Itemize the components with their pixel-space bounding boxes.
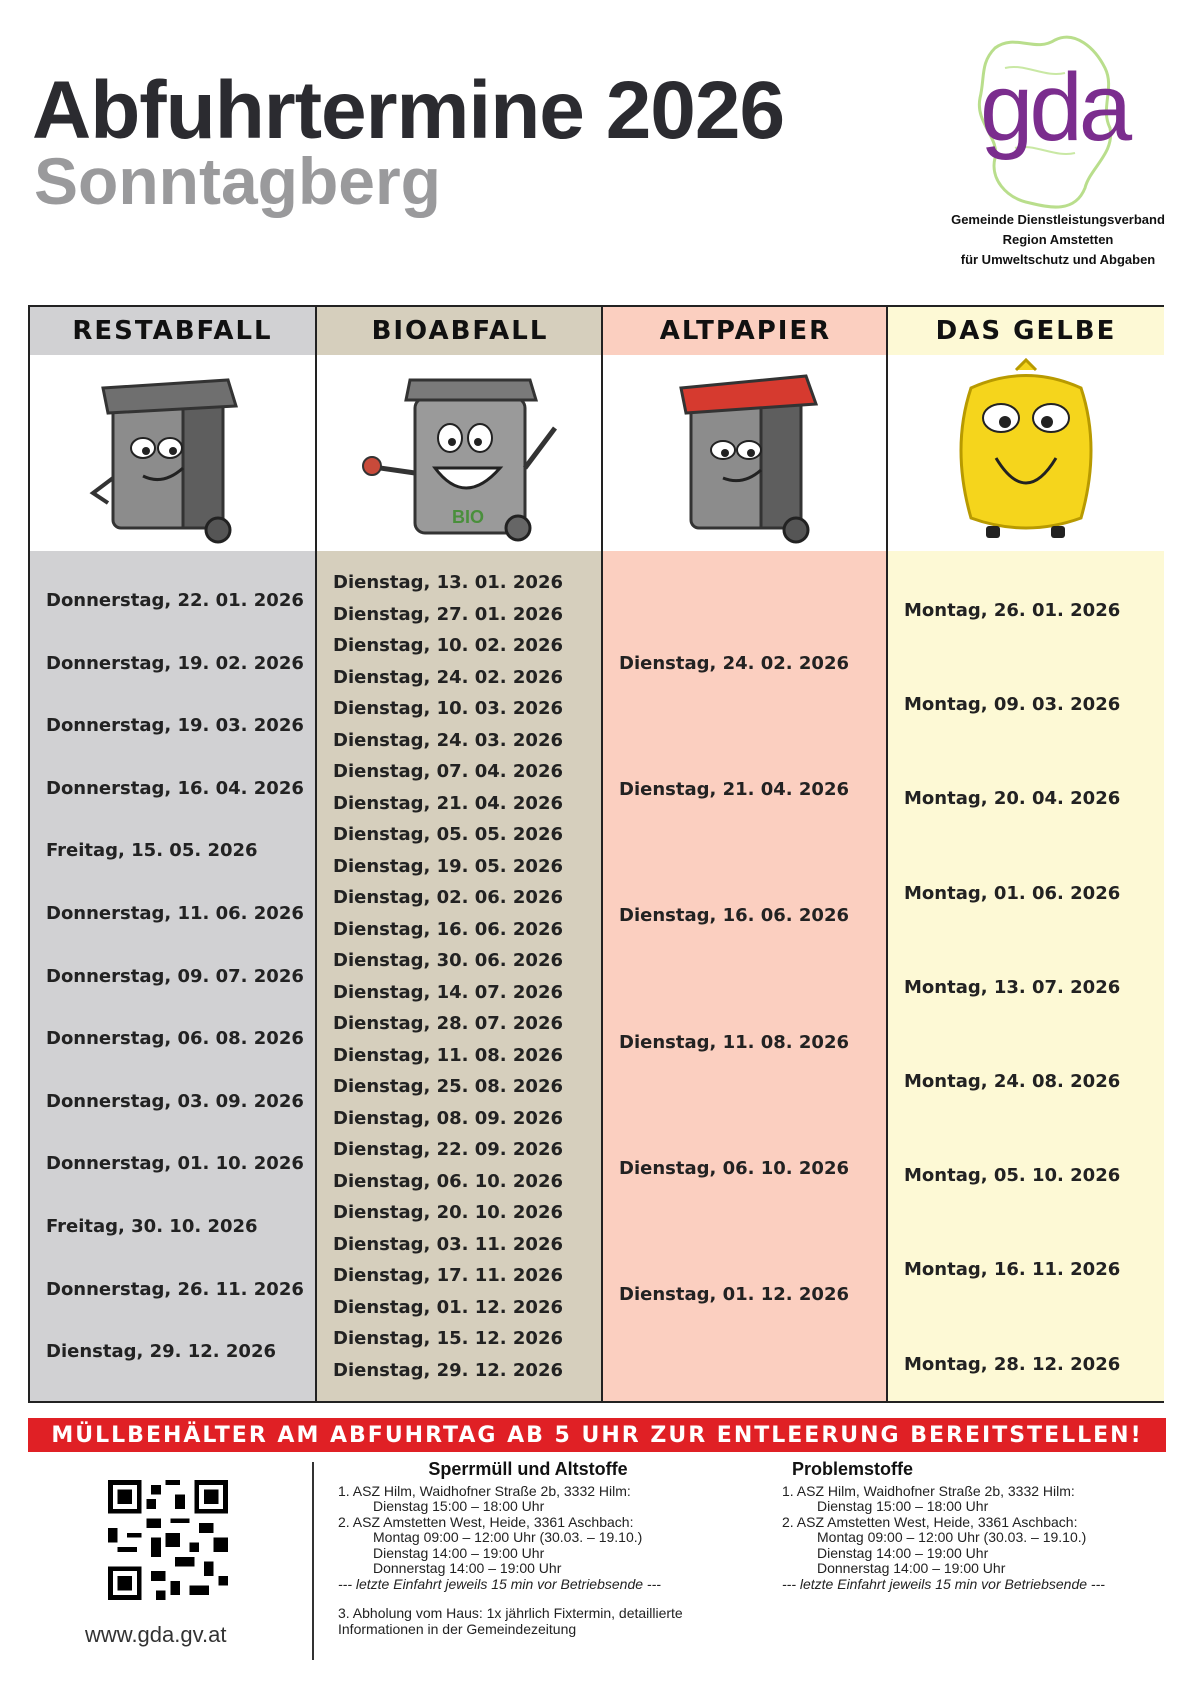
sperrmuell-note: --- letzte Einfahrt jeweils 15 min vor Betriebsende --- bbox=[338, 1575, 661, 1592]
red-lid-bin-icon bbox=[651, 358, 841, 548]
altpapier-column bbox=[601, 307, 888, 1401]
date-entry: Dienstag, 21. 04. 2026 bbox=[619, 779, 849, 801]
date-entry: Dienstag, 14. 07. 2026 bbox=[333, 981, 563, 1003]
date-entry: Montag, 16. 11. 2026 bbox=[904, 1259, 1121, 1281]
date-entry: Dienstag, 16. 06. 2026 bbox=[619, 905, 849, 927]
logo-caption-line-3: für Umweltschutz und Abgaben bbox=[960, 252, 1156, 267]
date-entry: Dienstag, 21. 04. 2026 bbox=[333, 792, 563, 814]
problemstoffe-item-2: 2. ASZ Amstetten West, Heide, 3361 Aschbach: bbox=[782, 1513, 1078, 1530]
date-entry: Donnerstag, 03. 09. 2026 bbox=[46, 1090, 304, 1112]
date-entry: Donnerstag, 22. 01. 2026 bbox=[46, 590, 304, 611]
date-entry: Dienstag, 06. 10. 2026 bbox=[333, 1170, 563, 1192]
date-entry: Dienstag, 25. 08. 2026 bbox=[333, 1076, 563, 1097]
qr-code-icon[interactable] bbox=[108, 1480, 228, 1600]
date-entry: Donnerstag, 19. 02. 2026 bbox=[46, 652, 304, 674]
yellow-bag-icon bbox=[931, 358, 1121, 548]
page-subtitle: Sonntagberg bbox=[34, 144, 441, 218]
date-entry: Dienstag, 06. 10. 2026 bbox=[619, 1157, 849, 1179]
restabfall-dates bbox=[30, 551, 315, 1401]
svg-text:BIO: BIO bbox=[452, 507, 485, 527]
logo-caption-line-1: Gemeinde Dienstleistungsverband bbox=[951, 212, 1165, 227]
date-entry: Montag, 28. 12. 2026 bbox=[904, 1353, 1121, 1375]
altpapier-header: ALTPAPIER bbox=[603, 307, 888, 355]
date-entry: Dienstag, 11. 08. 2026 bbox=[333, 1044, 563, 1066]
date-entry: Donnerstag, 11. 06. 2026 bbox=[46, 903, 304, 924]
date-entry: Dienstag, 11. 08. 2026 bbox=[619, 1031, 849, 1053]
grey-bin-icon bbox=[78, 358, 268, 548]
bioabfall-dates bbox=[317, 551, 603, 1401]
date-entry: Dienstag, 30. 06. 2026 bbox=[333, 950, 563, 971]
footer-divider bbox=[312, 1462, 314, 1660]
date-entry: Dienstag, 01. 12. 2026 bbox=[333, 1296, 563, 1318]
date-entry: Dienstag, 29. 12. 2026 bbox=[333, 1359, 563, 1381]
website-link[interactable]: www.gda.gv.at bbox=[85, 1622, 227, 1647]
date-entry: Dienstag, 24. 02. 2026 bbox=[619, 653, 849, 674]
das-gelbe-header: DAS GELBE bbox=[888, 307, 1164, 355]
problemstoffe-note: --- letzte Einfahrt jeweils 15 min vor Betriebsende --- bbox=[782, 1575, 1105, 1592]
bioabfall-header: BIOABFALL bbox=[317, 307, 603, 355]
sperrmuell-item-3-line-2: Informationen in der Gemeindezeitung bbox=[338, 1620, 577, 1637]
sperrmuell-item-1: 1. ASZ Hilm, Waidhofner Straße 2b, 3332 Hilm: bbox=[338, 1482, 631, 1499]
date-entry: Dienstag, 29. 12. 2026 bbox=[46, 1341, 276, 1363]
date-entry: Dienstag, 08. 09. 2026 bbox=[333, 1107, 563, 1129]
das-gelbe-dates bbox=[888, 551, 1164, 1401]
problemstoffe-info bbox=[782, 1459, 1162, 1592]
sperrmuell-item-3-line-1: 3. Abholung vom Haus: 1x jährlich Fixtermin, detaillierte bbox=[338, 1605, 683, 1621]
das-gelbe-picture bbox=[888, 355, 1164, 551]
das-gelbe-column bbox=[886, 307, 1164, 1401]
sperrmuell-item-2: 2. ASZ Amstetten West, Heide, 3361 Aschbach: bbox=[338, 1513, 634, 1530]
sperrmuell-item-2-hours-1: Montag 09:00 – 12:00 Uhr (30.03. – 19.10.) bbox=[373, 1529, 643, 1545]
date-entry: Dienstag, 02. 06. 2026 bbox=[333, 887, 563, 908]
warning-banner: MÜLLBEHÄLTER AM ABFUHRTAG AB 5 UHR ZUR ENTLEERUNG BEREITSTELLEN! bbox=[28, 1418, 1166, 1452]
date-entry: Dienstag, 01. 12. 2026 bbox=[619, 1284, 849, 1305]
schedule-table bbox=[28, 305, 1164, 1403]
date-entry: Montag, 01. 06. 2026 bbox=[904, 882, 1121, 904]
page-title: Abfuhrtermine 2026 bbox=[32, 65, 785, 156]
date-entry: Dienstag, 28. 07. 2026 bbox=[333, 1013, 563, 1034]
date-entry: Freitag, 30. 10. 2026 bbox=[46, 1216, 258, 1237]
bioabfall-column bbox=[315, 307, 603, 1401]
logo-caption bbox=[940, 210, 1176, 270]
sperrmuell-title: Sperrmüll und Altstoffe bbox=[428, 1459, 628, 1479]
date-entry: Dienstag, 24. 02. 2026 bbox=[333, 666, 563, 688]
date-entry: Freitag, 15. 05. 2026 bbox=[46, 840, 258, 862]
date-entry: Montag, 26. 01. 2026 bbox=[904, 600, 1121, 621]
gda-logo[interactable] bbox=[940, 20, 1180, 270]
date-entry: Dienstag, 20. 10. 2026 bbox=[333, 1202, 563, 1223]
date-entry: Dienstag, 24. 03. 2026 bbox=[333, 729, 563, 751]
date-entry: Donnerstag, 06. 08. 2026 bbox=[46, 1028, 304, 1050]
date-entry: Montag, 20. 04. 2026 bbox=[904, 788, 1121, 810]
date-entry: Montag, 09. 03. 2026 bbox=[904, 694, 1121, 716]
date-entry: Donnerstag, 01. 10. 2026 bbox=[46, 1153, 304, 1175]
date-entry: Dienstag, 22. 09. 2026 bbox=[333, 1139, 563, 1160]
date-entry: Montag, 24. 08. 2026 bbox=[904, 1071, 1121, 1092]
problemstoffe-title: Problemstoffe bbox=[792, 1459, 914, 1479]
date-entry: Dienstag, 03. 11. 2026 bbox=[333, 1233, 563, 1255]
date-entry: Donnerstag, 16. 04. 2026 bbox=[46, 777, 304, 799]
date-entry: Donnerstag, 19. 03. 2026 bbox=[46, 715, 304, 737]
sperrmuell-item-1-hours: Dienstag 15:00 – 18:00 Uhr bbox=[373, 1498, 545, 1514]
problemstoffe-item-2-hours-3: Donnerstag 14:00 – 19:00 Uhr bbox=[817, 1560, 1006, 1576]
sperrmuell-item-2-hours-2: Dienstag 14:00 – 19:00 Uhr bbox=[373, 1544, 545, 1561]
problemstoffe-item-2-hours-2: Dienstag 14:00 – 19:00 Uhr bbox=[817, 1544, 989, 1561]
problemstoffe-item-1-hours: Dienstag 15:00 – 18:00 Uhr bbox=[817, 1498, 989, 1514]
bioabfall-picture bbox=[317, 355, 603, 551]
date-entry: Donnerstag, 09. 07. 2026 bbox=[46, 965, 304, 987]
date-entry: Montag, 13. 07. 2026 bbox=[904, 976, 1121, 998]
altpapier-dates bbox=[603, 551, 888, 1401]
date-entry: Dienstag, 27. 01. 2026 bbox=[333, 603, 563, 625]
date-entry: Dienstag, 19. 05. 2026 bbox=[333, 855, 563, 877]
bio-bin-icon bbox=[340, 358, 580, 548]
date-entry: Dienstag, 10. 03. 2026 bbox=[333, 698, 563, 719]
date-entry: Donnerstag, 26. 11. 2026 bbox=[46, 1278, 304, 1300]
restabfall-header: RESTABFALL bbox=[30, 307, 315, 355]
date-entry: Dienstag, 05. 05. 2026 bbox=[333, 824, 563, 845]
problemstoffe-item-1: 1. ASZ Hilm, Waidhofner Straße 2b, 3332 Hilm: bbox=[782, 1482, 1075, 1499]
sperrmuell-info bbox=[338, 1459, 718, 1637]
date-entry: Dienstag, 07. 04. 2026 bbox=[333, 761, 563, 782]
date-entry: Dienstag, 10. 02. 2026 bbox=[333, 635, 563, 656]
sperrmuell-item-2-hours-3: Donnerstag 14:00 – 19:00 Uhr bbox=[373, 1560, 562, 1576]
restabfall-picture bbox=[30, 355, 315, 551]
logo-wordmark: gda bbox=[980, 54, 1129, 161]
restabfall-column bbox=[30, 307, 315, 1401]
date-entry: Dienstag, 17. 11. 2026 bbox=[333, 1265, 563, 1286]
logo-caption-line-2: Region Amstetten bbox=[1002, 232, 1114, 247]
date-entry: Dienstag, 15. 12. 2026 bbox=[333, 1328, 563, 1349]
date-entry: Montag, 05. 10. 2026 bbox=[904, 1165, 1121, 1187]
altpapier-picture bbox=[603, 355, 888, 551]
date-entry: Dienstag, 16. 06. 2026 bbox=[333, 918, 563, 940]
problemstoffe-item-2-hours-1: Montag 09:00 – 12:00 Uhr (30.03. – 19.10.) bbox=[817, 1529, 1087, 1545]
date-entry: Dienstag, 13. 01. 2026 bbox=[333, 572, 563, 593]
